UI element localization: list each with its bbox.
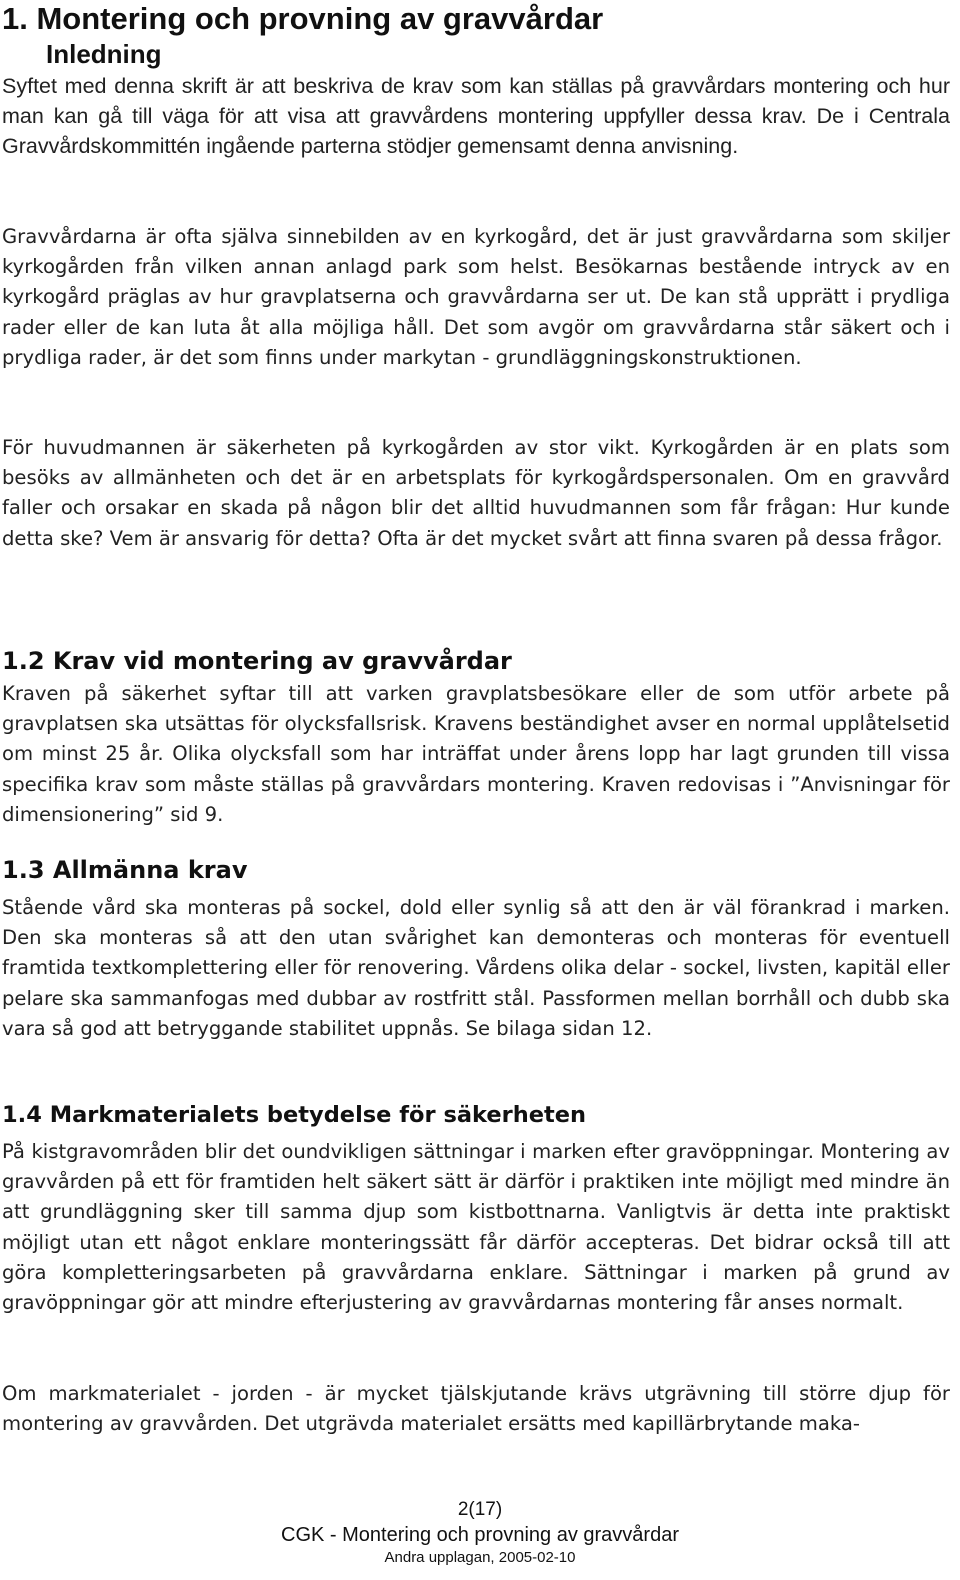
footer-page-number: 2(17)	[457, 1499, 503, 1520]
section-1-4-text-2: Om markmaterialet - jorden - är mycket tjälskjutande krävs utgrävning till större djup för montering av gravvården. Det utgrävda materialet ersätts med kapillärbrytande maka-	[2, 1382, 950, 1436]
intro-paragraph: Syftet med denna skrift är att beskriva de krav som kan ställas på gravvårdars montering och hur man kan gå till väga för att visa att gravvårdens montering uppfyller dessa krav. De i Centrala Gravvårdskommittén ingående parterna stödjer gemensamt denna anvisning.	[2, 74, 950, 158]
section-1-4-heading: 1.4 Markmaterialets betydelse för säkerheten	[2, 1102, 587, 1128]
paragraph-2: Gravvårdarna är ofta själva sinnebilden av en kyrkogård, det är just gravvårdarna som skiljer kyrkogården från vilken annan anlagd park som helst. Besökarnas bestående intryck av en kyrkogård präglas av hur gravplatserna och gravvårdarna ser ut. De kan stå upprätt i prydliga rader eller de kan luta åt alla möjliga håll. Det som avgör om gravvårdarna står säkert och i prydliga rader, är det som finns under markytan - grundläggningskonstruktionen.	[2, 225, 950, 369]
document-title: 1. Montering och provning av gravvårdar	[2, 1, 604, 36]
section-1-2-text: Kraven på säkerhet syftar till att varken gravplatsbesökare eller de som utför arbete på gravplatsen ska utsättas för olycksfallsrisk. Kravens beständighet avser en normal upplåtelsetid om minst 25 år. Olika olycksfall som har inträffat under årens lopp har lagt grunden till vissa specifika krav som måste ställas på gravvårdars montering. Kraven redovisas i ”Anvisningar för dimensionering” sid 9.	[2, 682, 950, 826]
section-1-3-text: Stående vård ska monteras på sockel, dold eller synlig så att den är väl förankrad i marken. Den ska monteras så att den utan svårighet kan demonteras och monteras för eventuell framtida textkomplettering eller för renovering. Vårdens olika delar - sockel, livsten, kapitäl eller pelare ska sammanfogas med dubbar av rostfritt stål. Passformen mellan borrhåll och dubb ska vara så god att betryggande stabilitet uppnås. Se bilaga sidan 12.	[2, 896, 950, 1040]
section-1-2-heading: 1.2 Krav vid montering av gravvårdar	[2, 647, 512, 675]
paragraph-3: För huvudmannen är säkerheten på kyrkogården av stor vikt. Kyrkogården är en plats som besöks av allmänheten och det är en arbetsplats för kyrkogårdspersonalen. Om en gravvård faller och orsakar en skada på någon blir det alltid huvudmannen som får frågan: Hur kunde detta ske? Vem är ansvarig för detta? Ofta är det mycket svårt att finna svaren på dessa frågor.	[2, 436, 950, 550]
section-1-4-text-1: På kistgravområden blir det oundvikligen sättningar i marken efter gravöppningar. Montering av gravvården på ett för framtiden helt säkert sätt är därför i praktiken inte möjligt med mindre än att grundläggning sker till samma djup som kistbottnarna. Vanligtvis är detta inte praktiskt möjligt utan ett något enklare monteringssätt får därför accepteras. Det bidrar också till att göra kompletteringsarbeten på gravvårdarna enklare. Sättningar i marken på grund av gravöppningar gör att mindre efterjustering av gravvårdarnas montering får anses normalt.	[2, 1140, 950, 1315]
footer-document-title: CGK - Montering och provning av gravvårdar	[281, 1524, 679, 1546]
intro-heading: Inledning	[46, 39, 162, 69]
footer-edition: Andra upplagan, 2005-02-10	[384, 1549, 576, 1566]
section-1-3-heading: 1.3 Allmänna krav	[2, 856, 248, 884]
